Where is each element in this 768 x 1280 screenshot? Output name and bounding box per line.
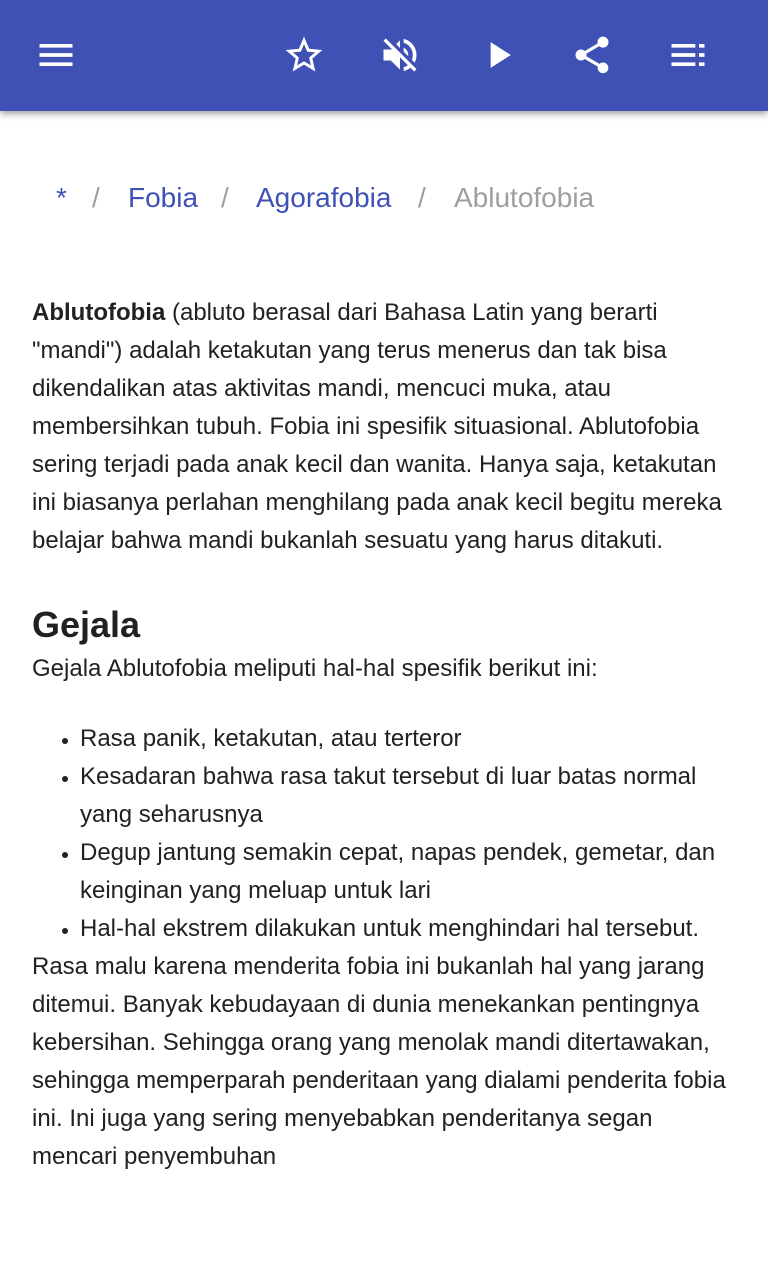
intro-term: Ablutofobia — [32, 299, 166, 326]
menu-button[interactable] — [28, 27, 84, 83]
breadcrumb-separator: / — [221, 182, 229, 213]
intro-paragraph — [32, 294, 742, 560]
list-item: • Rasa panik, ketakutan, atau terteror — [80, 720, 742, 758]
list-item: • Hal-hal ekstrem dilakukan untuk menghindari hal tersebut. — [80, 910, 742, 948]
volume-off-icon — [378, 33, 422, 77]
closing-paragraph: Rasa malu karena menderita fobia ini bukanlah hal yang jarang ditemui. Banyak kebudayaan di dunia menekankan pentingnya kebersihan. Sehingga orang yang menolak mandi ditertawakan, sehingga memperparah penderitaan yang dialami penderita fobia ini. Ini juga yang sering menyebabkan penderitanya segan mencari penyembuhan — [32, 953, 726, 1170]
app-toolbar — [0, 0, 768, 111]
mute-button[interactable] — [372, 27, 428, 83]
breadcrumb — [0, 178, 768, 218]
share-button[interactable] — [564, 27, 620, 83]
breadcrumb-current: Ablutofobia — [454, 182, 595, 213]
star-icon — [282, 33, 326, 77]
section-lead: Gejala Ablutofobia meliputi hal-hal spesifik berikut ini: — [32, 655, 598, 682]
table-of-contents-button[interactable] — [660, 27, 716, 83]
breadcrumb-separator: / — [92, 182, 100, 213]
menu-icon — [34, 33, 78, 77]
symptom-list — [32, 720, 742, 948]
playlist-icon — [666, 33, 710, 77]
share-icon — [570, 33, 614, 77]
intro-text: (abluto berasal dari Bahasa Latin yang berarti "mandi") adalah ketakutan yang terus menerus dan tak bisa dikendalikan atas aktivitas mandi, mencuci muka, atau membersihkan tubuh. Fobia ini spesifik situasional. Ablutofobia sering terjadi pada anak kecil dan wanita. Hanya saja, ketakutan ini biasanya perlahan menghilang pada anak kecil begitu mereka belajar bahwa mandi bukanlah sesuatu yang harus ditakuti. — [32, 299, 722, 554]
bookmark-button[interactable] — [276, 27, 332, 83]
play-button[interactable] — [470, 27, 526, 83]
breadcrumb-fobia-link[interactable]: Fobia — [128, 182, 199, 213]
play-icon — [476, 33, 520, 77]
list-item: • Kesadaran bahwa rasa takut tersebut di luar batas normal yang seharusnya — [80, 758, 742, 834]
breadcrumb-home-link[interactable]: * — [56, 182, 67, 213]
breadcrumb-agorafobia-link[interactable]: Agorafobia — [256, 182, 392, 213]
article-content — [32, 294, 742, 1176]
breadcrumb-separator: / — [418, 182, 426, 213]
list-item: • Degup jantung semakin cepat, napas pendek, gemetar, dan keinginan yang meluap untuk lari — [80, 834, 742, 910]
section-heading: Gejala — [32, 604, 141, 645]
